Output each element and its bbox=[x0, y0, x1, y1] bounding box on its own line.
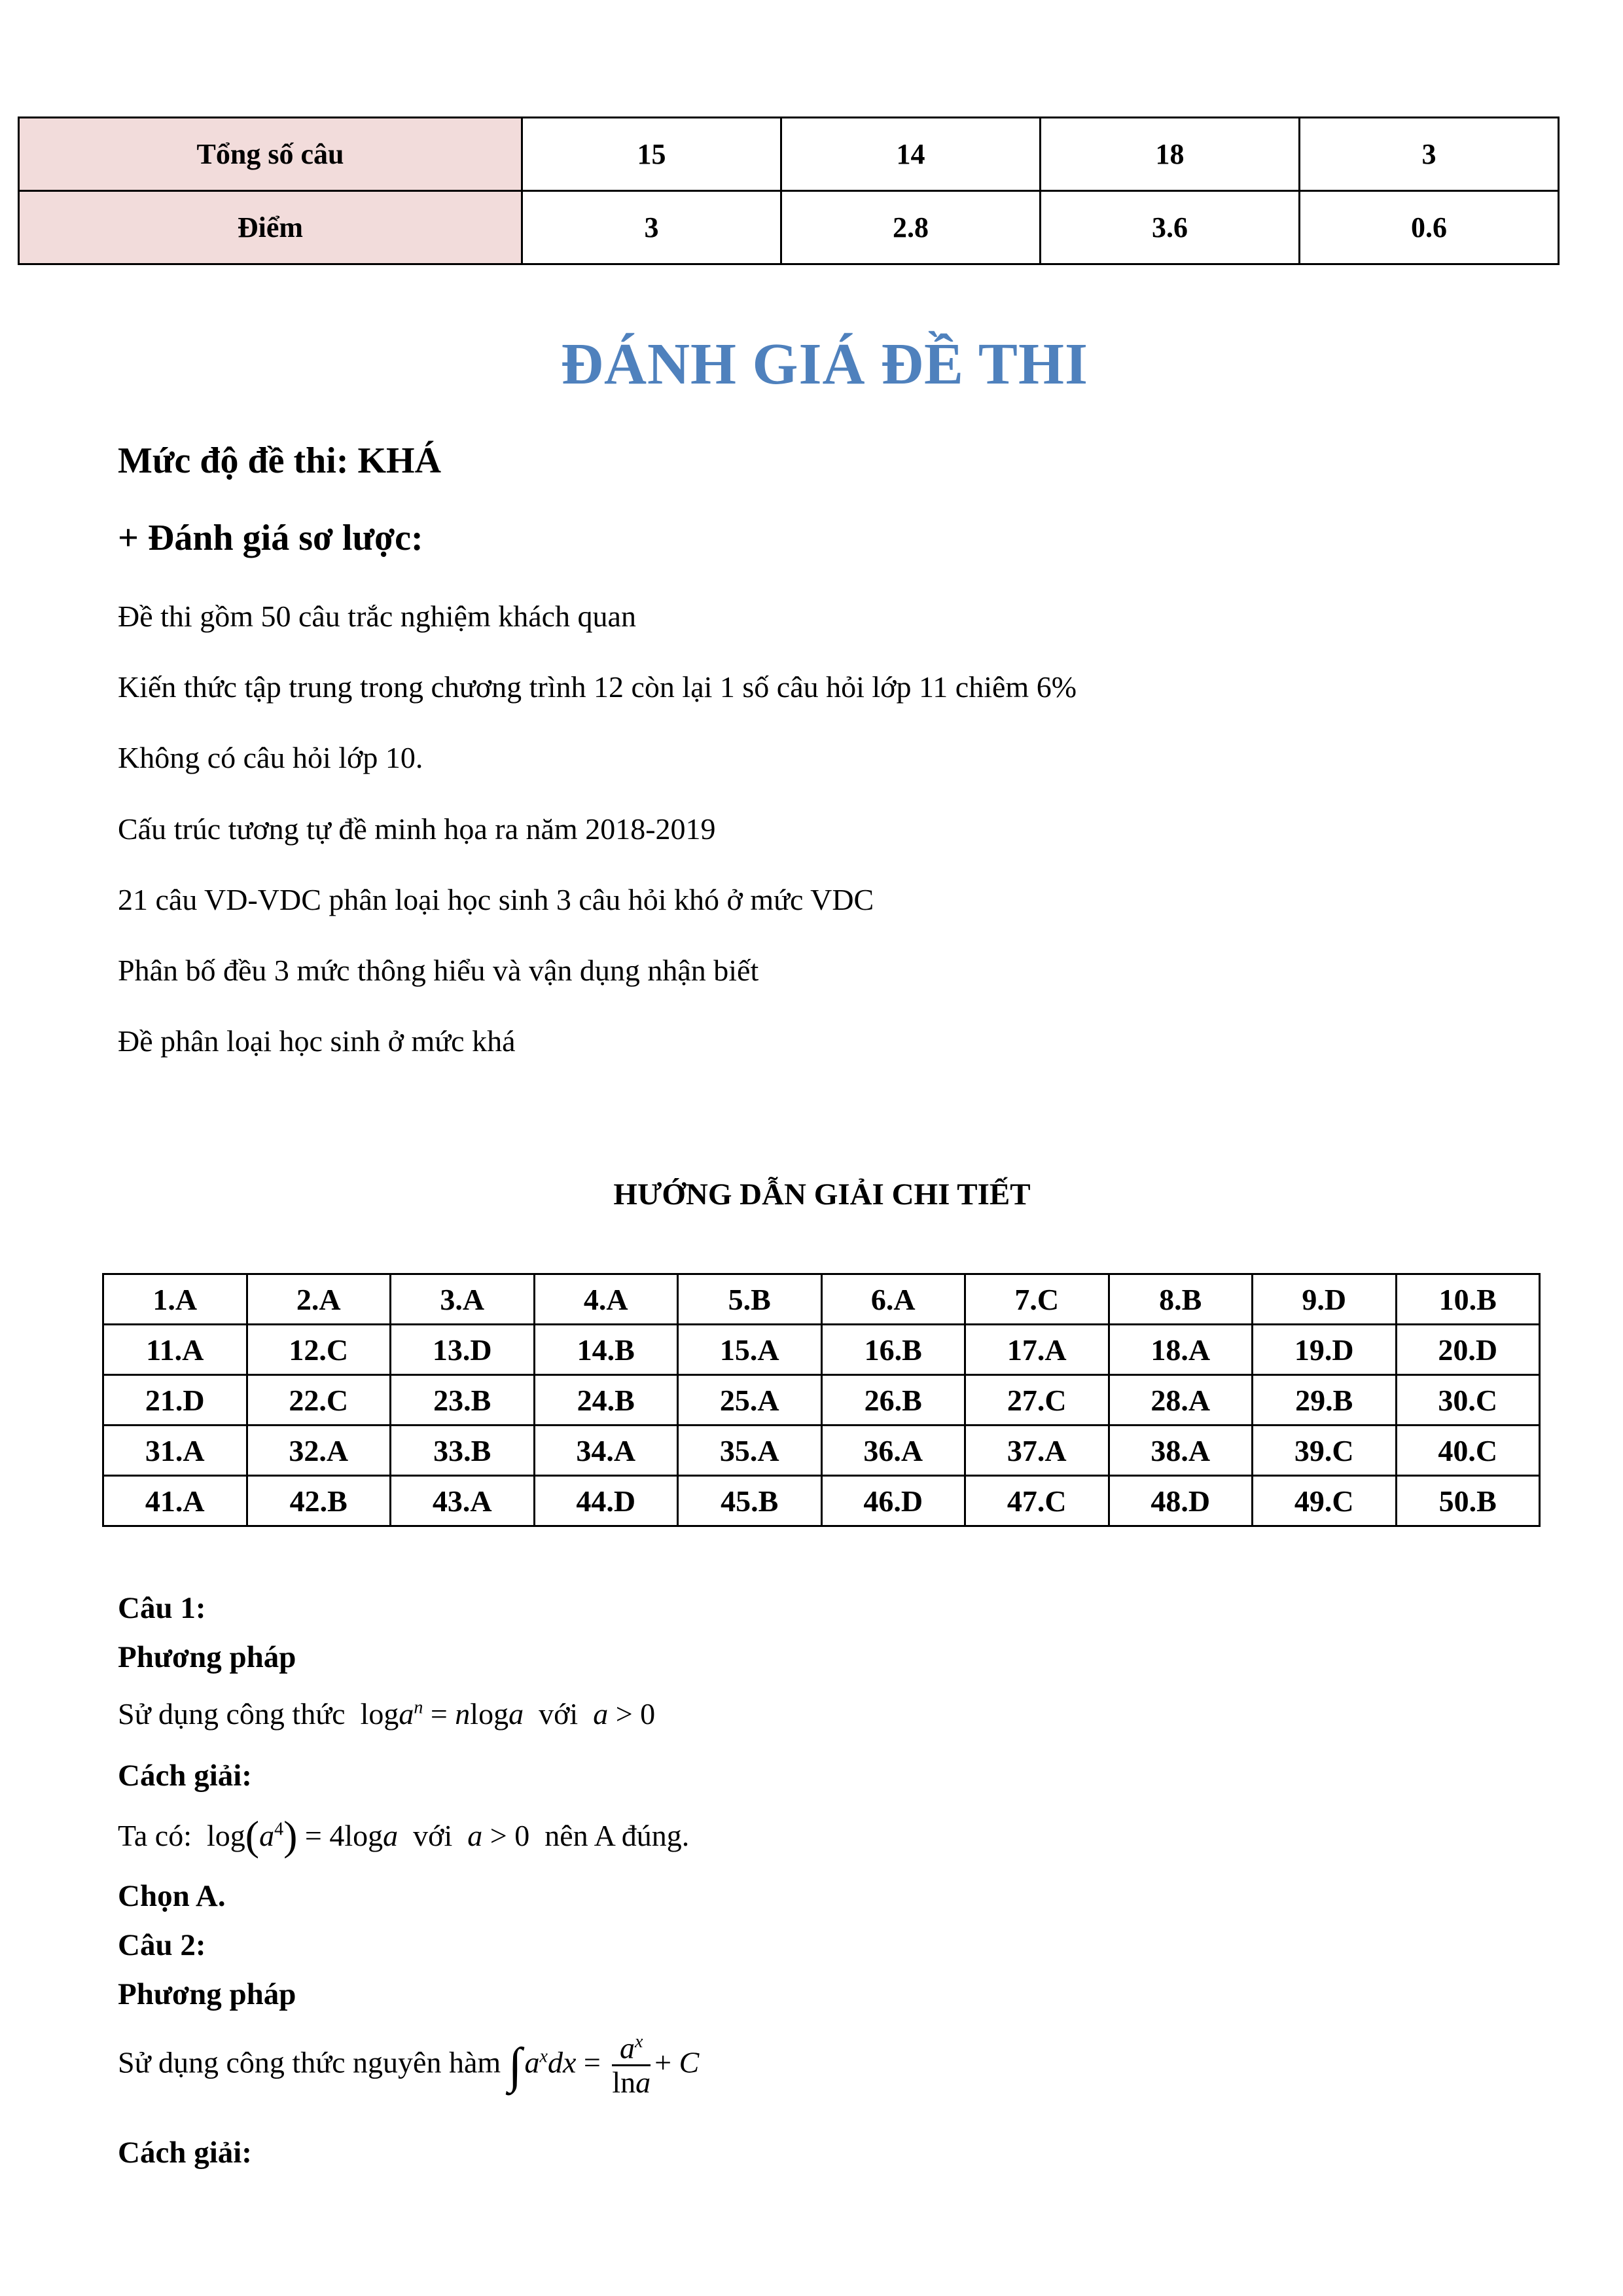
answer-cell: 50.B bbox=[1396, 1476, 1540, 1526]
question-title: Câu 2: bbox=[118, 1928, 206, 1962]
method-text: Sử dụng công thức bbox=[118, 1697, 346, 1731]
answer-cell: 27.C bbox=[965, 1375, 1109, 1426]
answer-cell: 6.A bbox=[821, 1274, 965, 1325]
answer-cell: 3.A bbox=[391, 1274, 535, 1325]
answer-cell: 10.B bbox=[1396, 1274, 1540, 1325]
table-row bbox=[19, 118, 1559, 191]
method-label: Phương pháp bbox=[118, 1640, 296, 1674]
answer-table bbox=[102, 1273, 1541, 1527]
overview-item: Phân bố đều 3 mức thông hiểu và vận dụng nhận biết bbox=[118, 954, 759, 987]
answer-cell: 5.B bbox=[678, 1274, 822, 1325]
table-row bbox=[103, 1426, 1540, 1476]
answer-cell: 37.A bbox=[965, 1426, 1109, 1476]
answer-cell: 16.B bbox=[821, 1325, 965, 1375]
question-title: Câu 1: bbox=[118, 1591, 206, 1625]
table-row bbox=[103, 1476, 1540, 1526]
answer-cell: 48.D bbox=[1109, 1476, 1253, 1526]
page-title: ĐÁNH GIÁ ĐỀ THI bbox=[561, 332, 1088, 397]
answer-cell: 18.A bbox=[1109, 1325, 1253, 1375]
answer-cell: 34.A bbox=[534, 1426, 678, 1476]
answer-cell: 33.B bbox=[391, 1426, 535, 1476]
answer-cell: 2.A bbox=[247, 1274, 391, 1325]
answer-cell: 1.A bbox=[103, 1274, 247, 1325]
overview-heading: + Đánh giá sơ lược: bbox=[118, 518, 423, 558]
answer-cell: 45.B bbox=[678, 1476, 822, 1526]
answer-cell: 26.B bbox=[821, 1375, 965, 1426]
answer-cell: 12.C bbox=[247, 1325, 391, 1375]
fraction: $\frac{a^x}{\ln a}$ bbox=[612, 2031, 651, 2099]
answer-cell: 20.D bbox=[1396, 1325, 1540, 1375]
method-line: Sử dụng công thức loga$^n$ = nloga với a > 0 bbox=[118, 1697, 656, 1731]
overview-item: Không có câu hỏi lớp 10. bbox=[118, 741, 423, 774]
overview-item: Kiến thức tập trung trong chương trình 12 còn lại 1 số câu hỏi lớp 11 chiêm 6% bbox=[118, 670, 1077, 704]
choice-label: Chọn A. bbox=[118, 1879, 226, 1913]
solution-with: với bbox=[413, 1819, 453, 1852]
summary-cell: 0.6 bbox=[1300, 191, 1559, 264]
answer-cell: 14.B bbox=[534, 1325, 678, 1375]
answer-cell: 35.A bbox=[678, 1426, 822, 1476]
answer-cell: 25.A bbox=[678, 1375, 822, 1426]
answer-cell: 43.A bbox=[391, 1476, 535, 1526]
table-row bbox=[19, 191, 1559, 264]
solution-suffix: nên A đúng. bbox=[544, 1819, 690, 1852]
summary-cell: 3 bbox=[522, 191, 781, 264]
answer-cell: 40.C bbox=[1396, 1426, 1540, 1476]
summary-label: Điểm bbox=[19, 191, 522, 264]
method-with: với bbox=[539, 1697, 579, 1731]
table-row bbox=[103, 1325, 1540, 1375]
answer-cell: 13.D bbox=[391, 1325, 535, 1375]
answer-cell: 41.A bbox=[103, 1476, 247, 1526]
solution-label: Cách giải: bbox=[118, 2136, 252, 2170]
summary-cell: 3.6 bbox=[1041, 191, 1300, 264]
answer-cell: 22.C bbox=[247, 1375, 391, 1426]
solution-line: Ta có: $\log(a^4) = 4\log a$ với a > 0 nên A đúng. bbox=[118, 1812, 690, 1859]
answer-cell: 42.B bbox=[247, 1476, 391, 1526]
overview-item: 21 câu VD-VDC phân loại học sinh 3 câu hỏi khó ở mức VDC bbox=[118, 883, 874, 916]
summary-cell: 15 bbox=[522, 118, 781, 191]
answer-cell: 38.A bbox=[1109, 1426, 1253, 1476]
summary-cell: 14 bbox=[781, 118, 1041, 191]
answer-cell: 4.A bbox=[534, 1274, 678, 1325]
answer-cell: 30.C bbox=[1396, 1375, 1540, 1426]
summary-table bbox=[18, 117, 1560, 265]
summary-cell: 18 bbox=[1041, 118, 1300, 191]
answer-cell: 11.A bbox=[103, 1325, 247, 1375]
answer-cell: 21.D bbox=[103, 1375, 247, 1426]
answer-cell: 17.A bbox=[965, 1325, 1109, 1375]
table-row bbox=[103, 1375, 1540, 1426]
summary-cell: 2.8 bbox=[781, 191, 1041, 264]
guide-heading: HƯỚNG DẪN GIẢI CHI TIẾT bbox=[613, 1177, 1031, 1211]
overview-item: Đề phân loại học sinh ở mức khá bbox=[118, 1024, 516, 1058]
answer-cell: 31.A bbox=[103, 1426, 247, 1476]
answer-cell: 49.C bbox=[1253, 1476, 1397, 1526]
solution-prefix: Ta có: bbox=[118, 1819, 192, 1852]
answer-cell: 9.D bbox=[1253, 1274, 1397, 1325]
answer-cell: 23.B bbox=[391, 1375, 535, 1426]
table-row bbox=[103, 1274, 1540, 1325]
answer-cell: 44.D bbox=[534, 1476, 678, 1526]
answer-cell: 7.C bbox=[965, 1274, 1109, 1325]
summary-cell: 3 bbox=[1300, 118, 1559, 191]
method-line: Sử dụng công thức nguyên hàm $\int a^xdx$ = $\frac{a^x}{\ln a}$ + C bbox=[118, 2031, 700, 2099]
answer-cell: 32.A bbox=[247, 1426, 391, 1476]
answer-cell: 15.A bbox=[678, 1325, 822, 1375]
answer-cell: 46.D bbox=[821, 1476, 965, 1526]
overview-item: Cấu trúc tương tự đề minh họa ra năm 2018-2019 bbox=[118, 812, 716, 846]
answer-cell: 29.B bbox=[1253, 1375, 1397, 1426]
answer-cell: 39.C bbox=[1253, 1426, 1397, 1476]
method-text: Sử dụng công thức nguyên hàm bbox=[118, 2045, 501, 2079]
method-label: Phương pháp bbox=[118, 1977, 296, 2011]
answer-cell: 36.A bbox=[821, 1426, 965, 1476]
answer-cell: 47.C bbox=[965, 1476, 1109, 1526]
overview-item: Đề thi gồm 50 câu trắc nghiệm khách quan bbox=[118, 600, 636, 633]
answer-cell: 28.A bbox=[1109, 1375, 1253, 1426]
summary-label: Tổng số câu bbox=[19, 118, 522, 191]
answer-cell: 24.B bbox=[534, 1375, 678, 1426]
solution-label: Cách giải: bbox=[118, 1759, 252, 1793]
answer-cell: 19.D bbox=[1253, 1325, 1397, 1375]
difficulty-heading: Mức độ đề thi: KHÁ bbox=[118, 440, 442, 481]
answer-cell: 8.B bbox=[1109, 1274, 1253, 1325]
